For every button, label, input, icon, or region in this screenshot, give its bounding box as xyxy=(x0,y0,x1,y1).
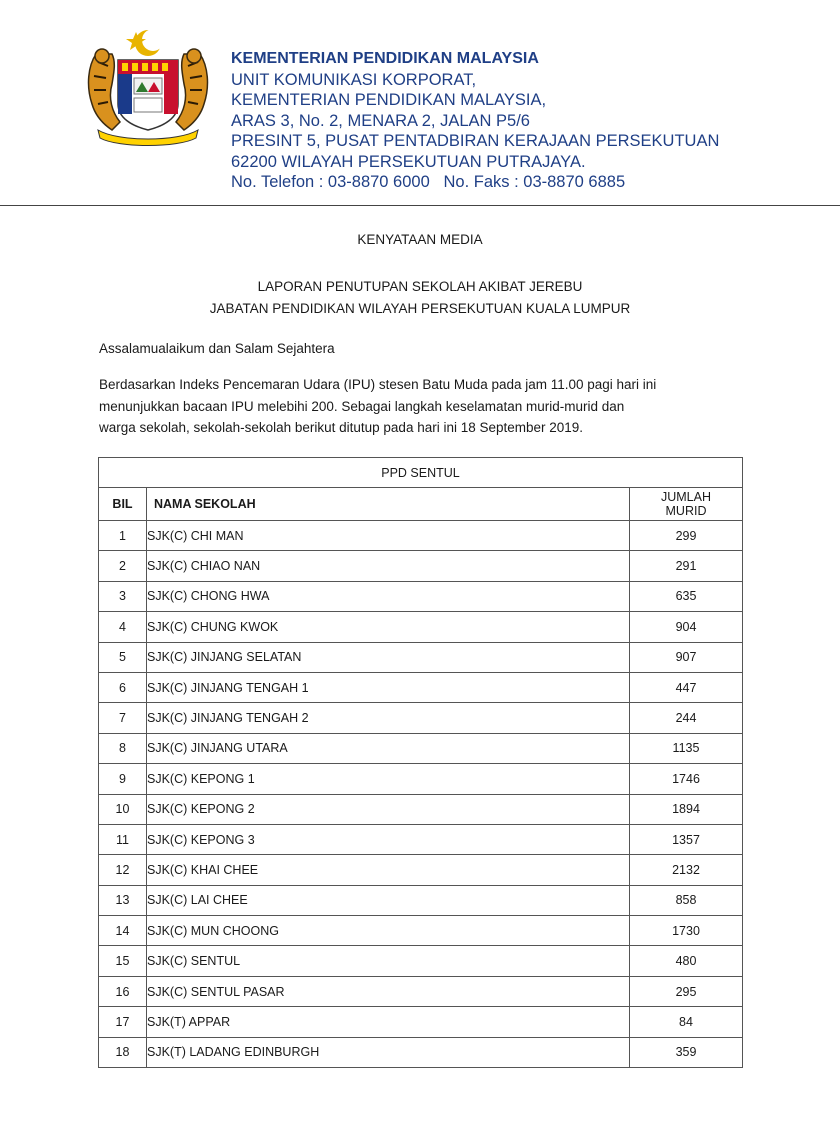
media-title: KENYATAAN MEDIA xyxy=(357,232,483,247)
student-count: 1357 xyxy=(630,824,743,854)
student-count: 635 xyxy=(630,581,743,611)
row-number: 2 xyxy=(99,551,147,581)
table-row xyxy=(99,916,743,946)
column-header-count xyxy=(630,488,743,521)
student-count: 299 xyxy=(630,521,743,551)
table-row xyxy=(99,521,743,551)
table-section-header xyxy=(99,458,743,488)
table-row xyxy=(99,703,743,733)
row-number: 13 xyxy=(99,885,147,915)
school-name: SJK(C) JINJANG TENGAH 1 xyxy=(147,672,630,702)
table-row xyxy=(99,855,743,885)
row-number: 3 xyxy=(99,581,147,611)
table-row xyxy=(99,551,743,581)
column-header-count-line: JUMLAH xyxy=(660,490,711,504)
table-row xyxy=(99,1007,743,1037)
greeting: Assalamualaikum dan Salam Sejahtera xyxy=(99,341,335,356)
row-number: 4 xyxy=(99,612,147,642)
student-count: 1730 xyxy=(630,916,743,946)
student-count: 480 xyxy=(630,946,743,976)
school-name: SJK(C) LAI CHEE xyxy=(147,885,630,915)
row-number: 5 xyxy=(99,642,147,672)
body-line: menunjukkan bacaan IPU melebihi 200. Sebagai langkah keselamatan murid-murid dan xyxy=(99,398,625,414)
table-row xyxy=(99,824,743,854)
student-count: 907 xyxy=(630,642,743,672)
student-count: 84 xyxy=(630,1007,743,1037)
table-row xyxy=(99,733,743,763)
row-number: 7 xyxy=(99,703,147,733)
table-body xyxy=(99,521,743,1068)
student-count: 291 xyxy=(630,551,743,581)
student-count: 244 xyxy=(630,703,743,733)
table-row xyxy=(99,885,743,915)
address-line: PRESINT 5, PUSAT PENTADBIRAN KERAJAAN PERSEKUTUAN xyxy=(231,132,720,150)
student-count: 1135 xyxy=(630,733,743,763)
table-row xyxy=(99,764,743,794)
report-title-line: LAPORAN PENUTUPAN SEKOLAH AKIBAT JEREBU xyxy=(257,279,583,294)
column-header-name: NAMA SEKOLAH xyxy=(147,488,630,521)
organization-name: KEMENTERIAN PENDIDIKAN MALAYSIA xyxy=(231,50,539,67)
row-number: 17 xyxy=(99,1007,147,1037)
school-name: SJK(C) MUN CHOONG xyxy=(147,916,630,946)
school-name: SJK(C) CHONG HWA xyxy=(147,581,630,611)
table-row xyxy=(99,672,743,702)
student-count: 2132 xyxy=(630,855,743,885)
body-paragraph xyxy=(99,374,749,439)
student-count: 447 xyxy=(630,672,743,702)
school-name: SJK(T) LADANG EDINBURGH xyxy=(147,1037,630,1067)
student-count: 904 xyxy=(630,612,743,642)
table-row xyxy=(99,794,743,824)
column-header-bil: BIL xyxy=(99,488,147,521)
school-name: SJK(C) JINJANG SELATAN xyxy=(147,642,630,672)
school-name: SJK(C) SENTUL PASAR xyxy=(147,976,630,1006)
table-row xyxy=(99,1037,743,1067)
student-count: 1894 xyxy=(630,794,743,824)
school-name: SJK(C) CHI MAN xyxy=(147,521,630,551)
school-name: SJK(C) KEPONG 2 xyxy=(147,794,630,824)
row-number: 6 xyxy=(99,672,147,702)
student-count: 1746 xyxy=(630,764,743,794)
table-column-headers xyxy=(99,488,743,521)
student-count: 295 xyxy=(630,976,743,1006)
row-number: 12 xyxy=(99,855,147,885)
column-header-count-line: MURID xyxy=(665,504,707,518)
row-number: 11 xyxy=(99,824,147,854)
table-row xyxy=(99,612,743,642)
report-title-line: JABATAN PENDIDIKAN WILAYAH PERSEKUTUAN KUALA LUMPUR xyxy=(209,301,631,316)
row-number: 8 xyxy=(99,733,147,763)
school-name: SJK(C) CHIAO NAN xyxy=(147,551,630,581)
school-closure-table xyxy=(98,457,743,1068)
school-name: SJK(C) SENTUL xyxy=(147,946,630,976)
address-line: UNIT KOMUNIKASI KORPORAT, xyxy=(231,70,477,89)
row-number: 10 xyxy=(99,794,147,824)
header-divider xyxy=(0,205,840,206)
student-count: 359 xyxy=(630,1037,743,1067)
school-name: SJK(C) JINJANG TENGAH 2 xyxy=(147,703,630,733)
row-number: 15 xyxy=(99,946,147,976)
table-row xyxy=(99,642,743,672)
malaysia-coat-of-arms-icon xyxy=(78,26,218,146)
school-name: SJK(C) CHUNG KWOK xyxy=(147,612,630,642)
table-row xyxy=(99,581,743,611)
contact-line: No. Telefon : 03-8870 6000 No. Faks : 03-8870 6885 xyxy=(231,173,626,191)
letterhead xyxy=(78,26,778,196)
address-line: 62200 WILAYAH PERSEKUTUAN PUTRAJAYA. xyxy=(231,152,586,171)
row-number: 18 xyxy=(99,1037,147,1067)
student-count: 858 xyxy=(630,885,743,915)
school-name: SJK(T) APPAR xyxy=(147,1007,630,1037)
section-label: PPD SENTUL xyxy=(99,458,743,488)
school-name: SJK(C) KHAI CHEE xyxy=(147,855,630,885)
report-title xyxy=(0,276,840,320)
row-number: 14 xyxy=(99,916,147,946)
row-number: 16 xyxy=(99,976,147,1006)
table-row xyxy=(99,946,743,976)
address-line: ARAS 3, No. 2, MENARA 2, JALAN P5/6 xyxy=(231,111,530,130)
school-name: SJK(C) KEPONG 3 xyxy=(147,824,630,854)
body-line: Berdasarkan Indeks Pencemaran Udara (IPU) stesen Batu Muda pada jam 11.00 pagi hari ini xyxy=(99,377,657,392)
school-name: SJK(C) JINJANG UTARA xyxy=(147,733,630,763)
organization-block xyxy=(231,49,719,193)
address-line: KEMENTERIAN PENDIDIKAN MALAYSIA, xyxy=(231,91,547,109)
body-line: warga sekolah, sekolah-sekolah berikut ditutup pada hari ini 18 September 2019. xyxy=(99,420,584,435)
row-number: 9 xyxy=(99,764,147,794)
table-row xyxy=(99,976,743,1006)
row-number: 1 xyxy=(99,521,147,551)
school-name: SJK(C) KEPONG 1 xyxy=(147,764,630,794)
